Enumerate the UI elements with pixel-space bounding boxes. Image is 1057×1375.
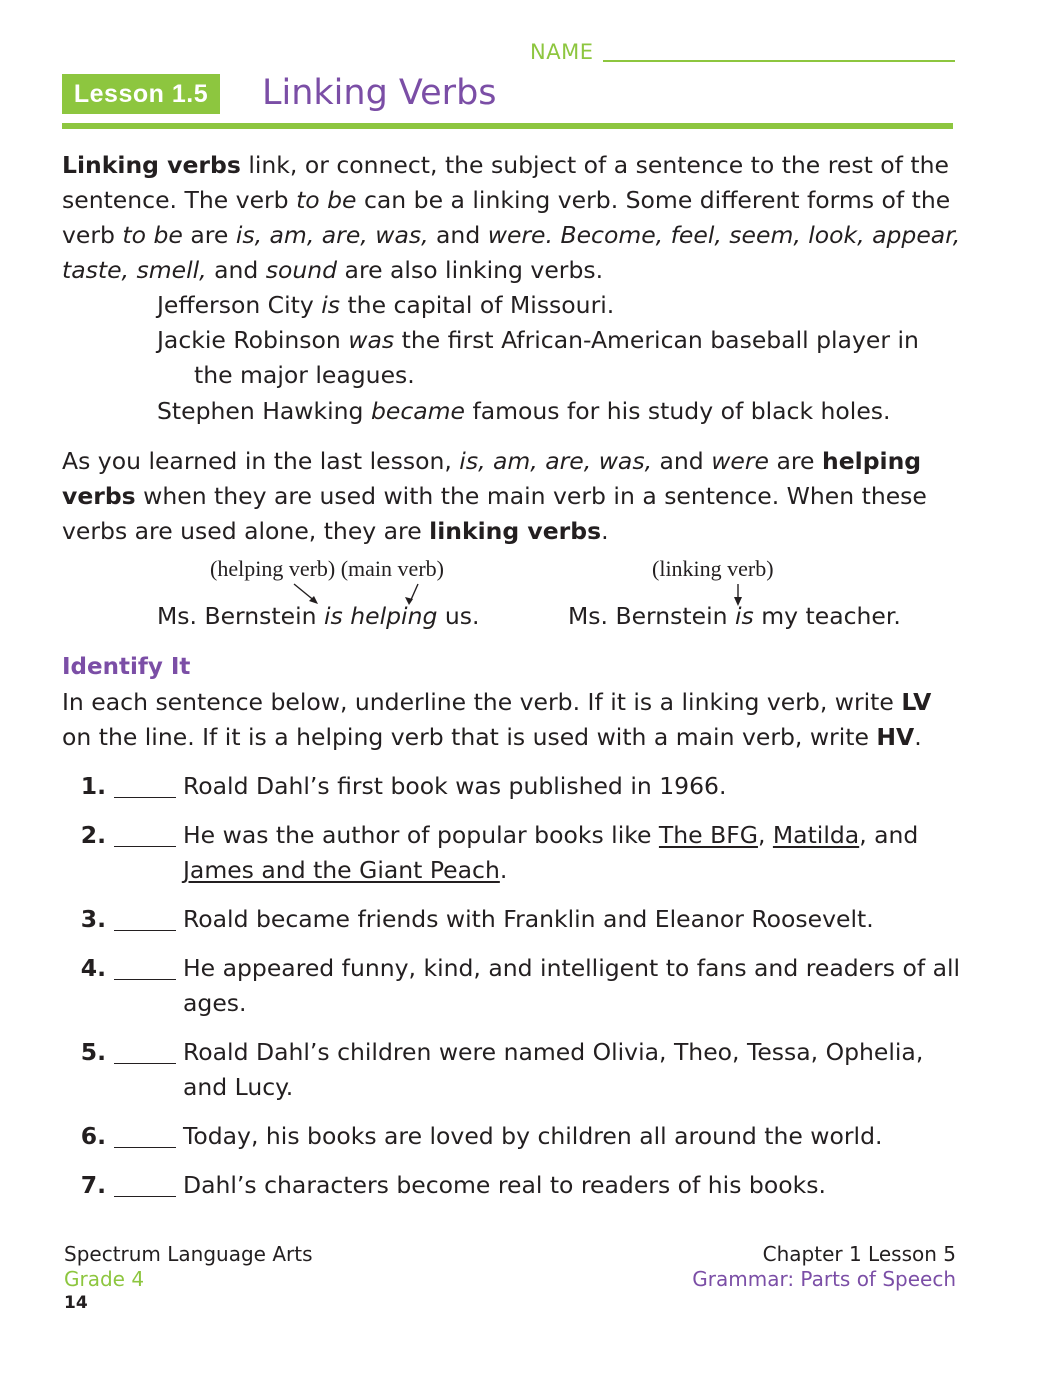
footer-chapter: Chapter 1 Lesson 5: [762, 1242, 956, 1266]
example-sentence: [157, 323, 919, 358]
instr-bold: LV: [901, 688, 932, 716]
diagram-text: Ms. Bernstein: [157, 602, 324, 630]
page-number: 14: [64, 1293, 88, 1313]
intro-text: and: [206, 256, 266, 284]
lesson-title: Linking Verbs: [262, 73, 497, 113]
identify-instructions: [62, 685, 962, 755]
book-title: Matilda: [772, 821, 860, 849]
question-number: 2.: [80, 821, 106, 849]
example-continuation: the major leagues.: [194, 361, 415, 389]
intro-paragraph: [62, 148, 962, 288]
example-verb: was: [348, 326, 395, 354]
question-text: Dahl’s characters become real to readers of his books.: [183, 1171, 826, 1199]
answer-blank[interactable]: [114, 930, 176, 931]
lesson-badge: Lesson 1.5: [62, 74, 220, 114]
diagram-text: us.: [437, 602, 480, 630]
intro-italic: to be: [296, 186, 357, 214]
name-label: NAME: [530, 40, 594, 64]
example-text: the first African-American baseball player in: [394, 326, 919, 354]
diagram-verb: is helping: [324, 602, 438, 630]
footer-book: Spectrum Language Arts: [64, 1242, 313, 1266]
diagram-label-linking: (linking verb): [652, 556, 774, 581]
helping-vs-linking-paragraph: [62, 444, 962, 549]
diagram-verb: is: [735, 602, 754, 630]
question-number: 1.: [80, 772, 106, 800]
para-text: and: [652, 447, 712, 475]
diagram-sentence-left: [157, 599, 479, 634]
question-number: 3.: [80, 905, 106, 933]
para-italic: were: [711, 447, 770, 475]
question-text: He appeared funny, kind, and intelligent to fans and readers of all ages.: [183, 954, 961, 1017]
question-number: 5.: [80, 1038, 106, 1066]
example-sentence: [157, 288, 614, 323]
intro-italic: sound: [265, 256, 338, 284]
intro-text: link, or connect, the subject of a sentence to the rest of the sentence. The verb: [62, 151, 949, 214]
intro-italic: to be: [122, 221, 183, 249]
answer-blank[interactable]: [114, 846, 176, 847]
instr-bold: HV: [876, 723, 915, 751]
question-text-part: , and: [859, 821, 919, 849]
book-title: James and the Giant Peach: [183, 856, 500, 884]
question-text-part: .: [499, 856, 508, 884]
answer-blank[interactable]: [114, 797, 176, 798]
identify-it-heading: Identify It: [62, 654, 191, 680]
example-text: Stephen Hawking: [157, 397, 371, 425]
question-text: Roald Dahl’s first book was published in 1966.: [183, 772, 727, 800]
footer-grade: Grade 4: [64, 1267, 145, 1291]
example-verb: became: [370, 397, 465, 425]
diagram-label-helping-main: (helping verb) (main verb): [210, 556, 444, 581]
question-text: Roald Dahl’s children were named Olivia, Theo, Tessa, Ophelia, and Lucy.: [183, 1038, 924, 1101]
intro-text: and: [428, 221, 488, 249]
para-text: when they are used with the main verb in a sentence. When these verbs are used alone, they are: [62, 482, 927, 545]
footer-topic: Grammar: Parts of Speech: [692, 1267, 956, 1291]
question-number: 7.: [80, 1171, 106, 1199]
example-verb: is: [321, 291, 340, 319]
para-italic: is, am, are, was,: [459, 447, 653, 475]
example-text: Jefferson City: [157, 291, 322, 319]
question-text: [183, 818, 963, 888]
question-number: 6.: [80, 1122, 106, 1150]
book-title: The BFG: [658, 821, 758, 849]
term-helping-verbs: helping verbs: [62, 447, 922, 510]
diagram-sentence-right: [568, 599, 901, 634]
intro-italic: were. Become, feel, seem, look, appear, taste, smell,: [62, 221, 961, 284]
term-linking-verbs: linking verbs: [429, 517, 602, 545]
example-text: the capital of Missouri.: [340, 291, 615, 319]
answer-blank[interactable]: [114, 979, 176, 980]
title-rule: [62, 123, 953, 129]
question-text: Today, his books are loved by children all around the world.: [183, 1122, 883, 1150]
instr-text: on the line. If it is a helping verb that is used with a main verb, write: [62, 723, 877, 751]
question-text-part: ,: [757, 821, 773, 849]
answer-blank[interactable]: [114, 1147, 176, 1148]
answer-blank[interactable]: [114, 1063, 176, 1064]
name-line[interactable]: [603, 60, 955, 62]
example-text: Jackie Robinson: [157, 326, 349, 354]
instr-text: In each sentence below, underline the verb. If it is a linking verb, write: [62, 688, 902, 716]
question-number: 4.: [80, 954, 106, 982]
question-text: Roald became friends with Franklin and Eleanor Roosevelt.: [183, 905, 874, 933]
example-sentence: [157, 394, 891, 429]
intro-italic: is, am, are, was,: [235, 221, 429, 249]
intro-text: are also linking verbs.: [337, 256, 604, 284]
diagram-text: my teacher.: [753, 602, 901, 630]
para-text: .: [601, 517, 609, 545]
diagram-text: Ms. Bernstein: [568, 602, 735, 630]
para-text: are: [769, 447, 822, 475]
para-text: As you learned in the last lesson,: [62, 447, 460, 475]
question-text-part: He was the author of popular books like: [183, 821, 659, 849]
instr-text: .: [914, 723, 922, 751]
answer-blank[interactable]: [114, 1196, 176, 1197]
example-text: famous for his study of black holes.: [464, 397, 891, 425]
intro-text: can be a linking verb. Some different forms of the verb: [62, 186, 951, 249]
term-linking-verbs: Linking verbs: [62, 151, 241, 179]
intro-text: are: [182, 221, 236, 249]
